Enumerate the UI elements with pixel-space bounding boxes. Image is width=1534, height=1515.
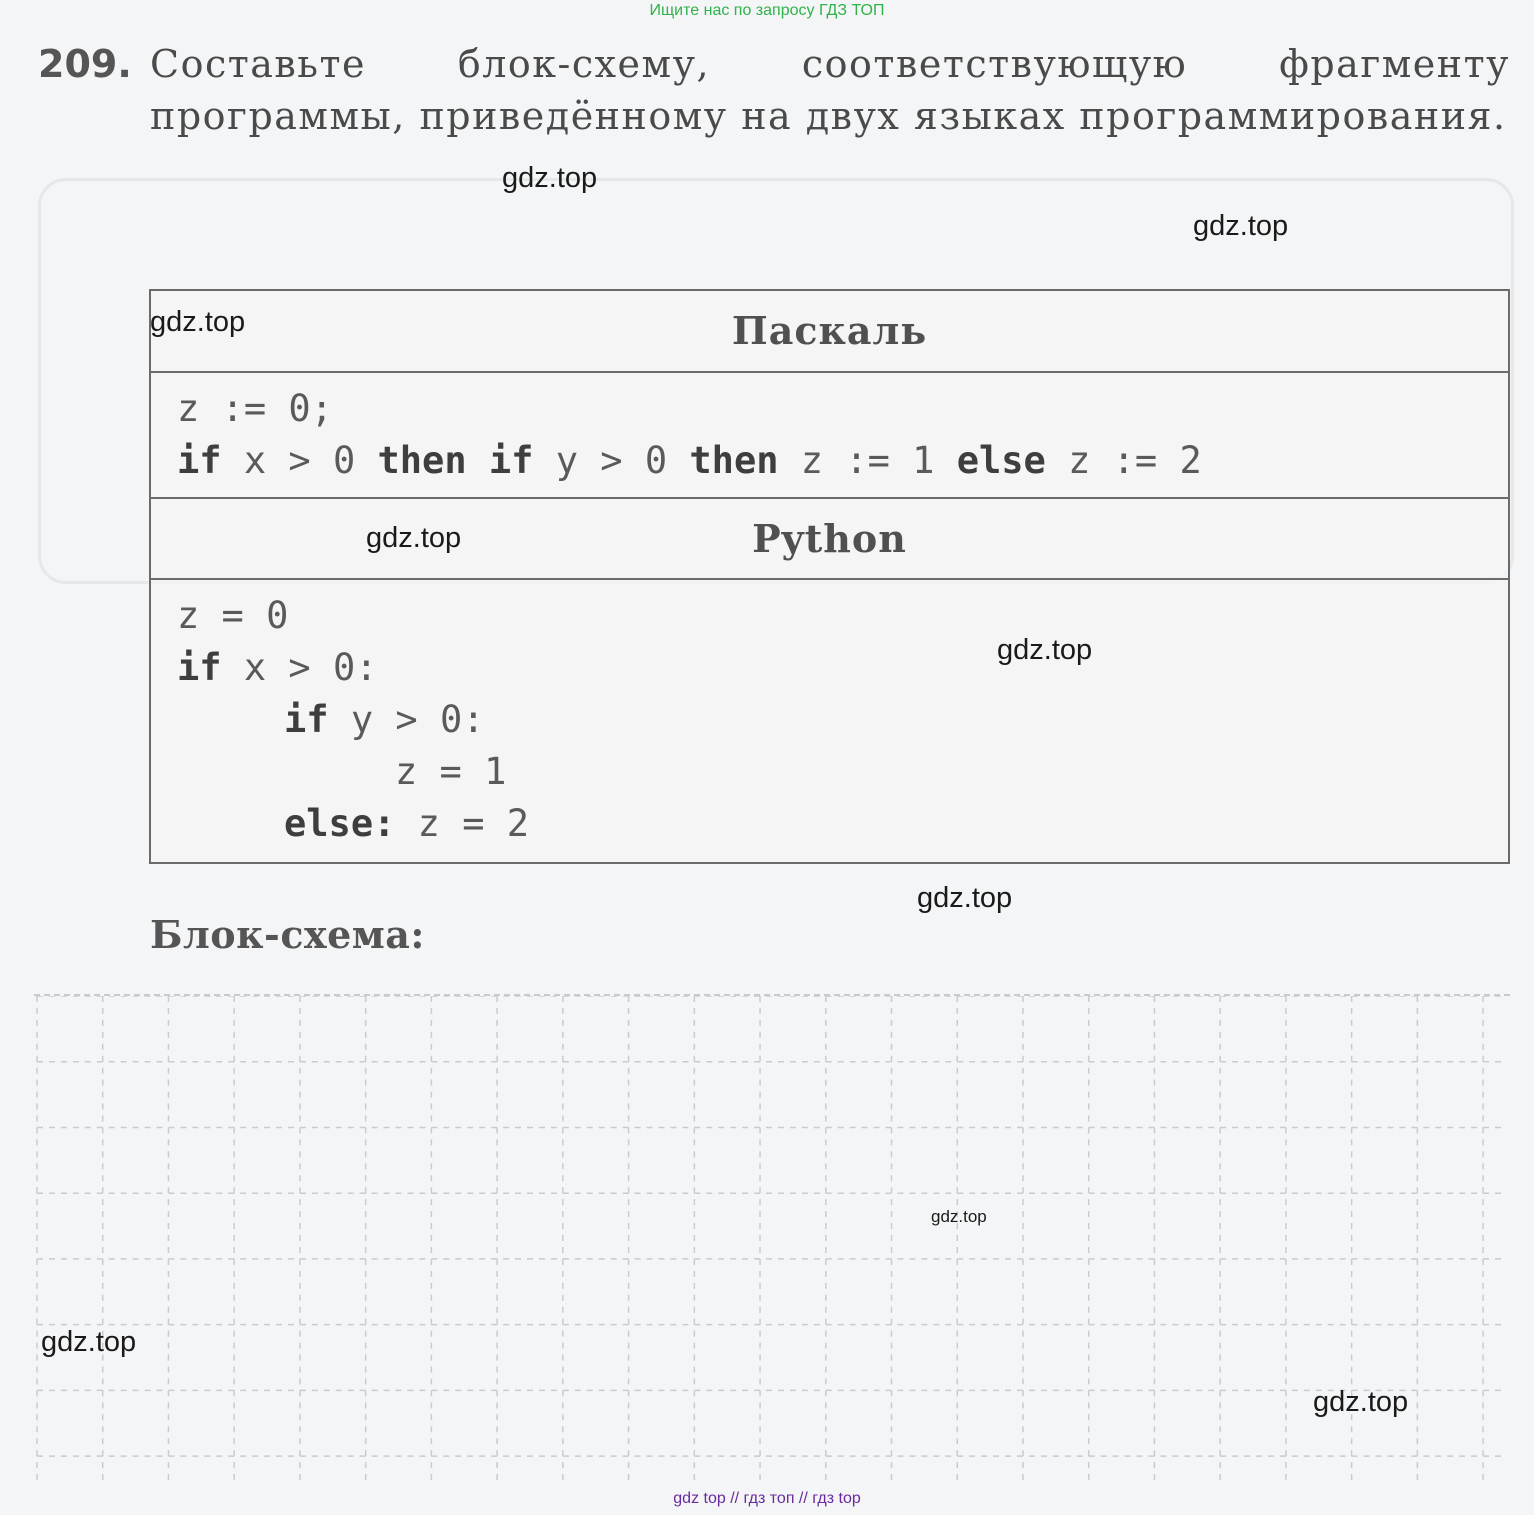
task-number: 209. bbox=[38, 42, 132, 86]
code-text: y > 0 bbox=[533, 439, 690, 482]
pascal-header: Паскаль bbox=[731, 308, 928, 353]
divider bbox=[151, 371, 1508, 373]
code-text: y > 0: bbox=[328, 698, 485, 741]
keyword: else bbox=[956, 439, 1046, 482]
code-text: x > 0 bbox=[221, 439, 378, 482]
python-header: Python bbox=[752, 516, 907, 561]
flowchart-title: Блок-схема: bbox=[150, 912, 425, 957]
code-text: z := 2 bbox=[1045, 439, 1202, 482]
code-table bbox=[149, 289, 1510, 864]
answer-grid bbox=[34, 994, 1510, 1486]
watermark: gdz.top bbox=[1313, 1386, 1409, 1418]
pascal-line-1: z := 0; bbox=[177, 387, 333, 430]
keyword: else: bbox=[284, 802, 396, 845]
keyword: if bbox=[177, 646, 222, 689]
python-line-3 bbox=[284, 694, 485, 746]
code-text: z := 1 bbox=[778, 439, 957, 482]
code-text: x > 0: bbox=[221, 646, 378, 689]
top-banner[interactable]: Ищите нас по запросу ГДЗ ТОП bbox=[649, 2, 885, 19]
keyword: then bbox=[689, 439, 779, 482]
watermark: gdz.top bbox=[917, 882, 1013, 914]
watermark: gdz.top bbox=[931, 1207, 987, 1226]
keyword: if bbox=[488, 439, 534, 482]
watermark: gdz.top bbox=[150, 306, 246, 338]
keyword: then bbox=[377, 439, 467, 482]
watermark: gdz.top bbox=[997, 634, 1093, 666]
code-text bbox=[467, 439, 489, 482]
pascal-line-2 bbox=[177, 435, 1202, 487]
code-text: z = 2 bbox=[395, 802, 530, 845]
task-text: Составьте блок-схему, соответствующую фрагменту программы, приведённому на двух языках программирования. bbox=[150, 42, 1510, 138]
python-line-2 bbox=[177, 642, 378, 694]
task-block bbox=[38, 38, 1510, 142]
footer-links[interactable]: gdz top // гдз топ // гдз top bbox=[673, 1490, 861, 1507]
keyword: if bbox=[177, 439, 222, 482]
watermark: gdz.top bbox=[366, 522, 462, 554]
watermark: gdz.top bbox=[41, 1326, 137, 1358]
watermark: gdz.top bbox=[502, 162, 598, 194]
keyword: if bbox=[284, 698, 329, 741]
python-line-4: z = 1 bbox=[395, 750, 507, 793]
watermark: gdz.top bbox=[1193, 210, 1289, 242]
divider bbox=[151, 578, 1508, 580]
python-line-1: z = 0 bbox=[177, 594, 289, 637]
python-line-5 bbox=[284, 798, 529, 850]
